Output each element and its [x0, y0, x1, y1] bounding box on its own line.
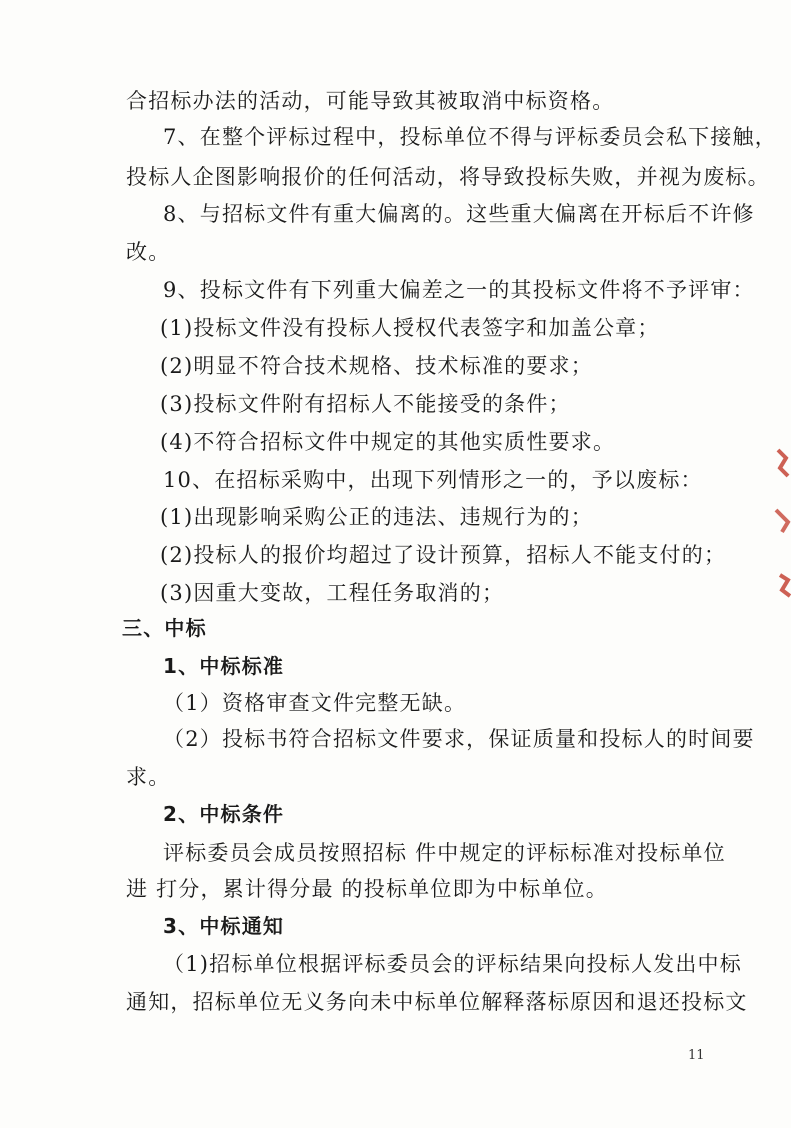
text-line-6: 9、投标文件有下列重大偏差之一的其投标文件将不予评审： — [163, 278, 755, 302]
text-line-14: (3)因重大变故，工程任务取消的； — [160, 581, 505, 605]
text-line-3: 投标人企图影响报价的任何活动，将导致投标失败，并视为废标。 — [126, 165, 770, 189]
text-line-18: （2）投标书符合招标文件要求，保证质量和投标人的时间要 — [163, 727, 755, 751]
text-line-17: （1）资格审查文件完整无缺。 — [163, 691, 467, 715]
section-heading: 三、中标 — [122, 616, 207, 640]
text-line-25: 通知，招标单位无义务向未中标单位解释落标原因和退还投标文 — [126, 990, 748, 1014]
text-line-1: 合招标办法的活动，可能导致其被取消中标资格。 — [126, 89, 615, 113]
text-line-24: （1)招标单位根据评标委员会的评标结果向投标人发出中标 — [163, 952, 742, 976]
text-line-22: 进 打分，累计得分最 的投标单位即为中标单位。 — [126, 877, 608, 901]
text-line-13: (2)投标人的报价均超过了设计预算，招标人不能支付的； — [160, 543, 727, 567]
text-line-12: (1)出现影响采购公正的违法、违规行为的； — [160, 505, 593, 529]
text-line-11: 10、在招标采购中，出现下列情形之一的，予以废标： — [163, 468, 703, 492]
text-line-5: 改。 — [126, 240, 171, 264]
seal-stamp-fragment — [768, 430, 791, 630]
text-line-21: 评标委员会成员按照招标 件中规定的评标标准对投标单位 — [163, 841, 726, 865]
text-line-7: (1)投标文件没有投标人授权代表签字和加盖公章； — [160, 316, 660, 340]
text-line-4: 8、与招标文件有重大偏离的。这些重大偏离在开标后不许修 — [163, 202, 755, 226]
subheading-3: 3、中标通知 — [163, 914, 285, 938]
text-line-19: 求。 — [126, 765, 171, 789]
text-line-10: (4)不符合招标文件中规定的其他实质性要求。 — [160, 430, 616, 454]
page-number: 11 — [688, 1048, 705, 1063]
text-line-9: (3)投标文件附有招标人不能接受的条件； — [160, 392, 571, 416]
subheading-1: 1、中标标准 — [163, 654, 285, 678]
text-line-2: 7、在整个评标过程中，投标单位不得与评标委员会私下接触， — [163, 125, 777, 149]
text-line-8: (2)明显不符合技术规格、技术标准的要求； — [160, 354, 593, 378]
subheading-2: 2、中标条件 — [163, 802, 285, 826]
